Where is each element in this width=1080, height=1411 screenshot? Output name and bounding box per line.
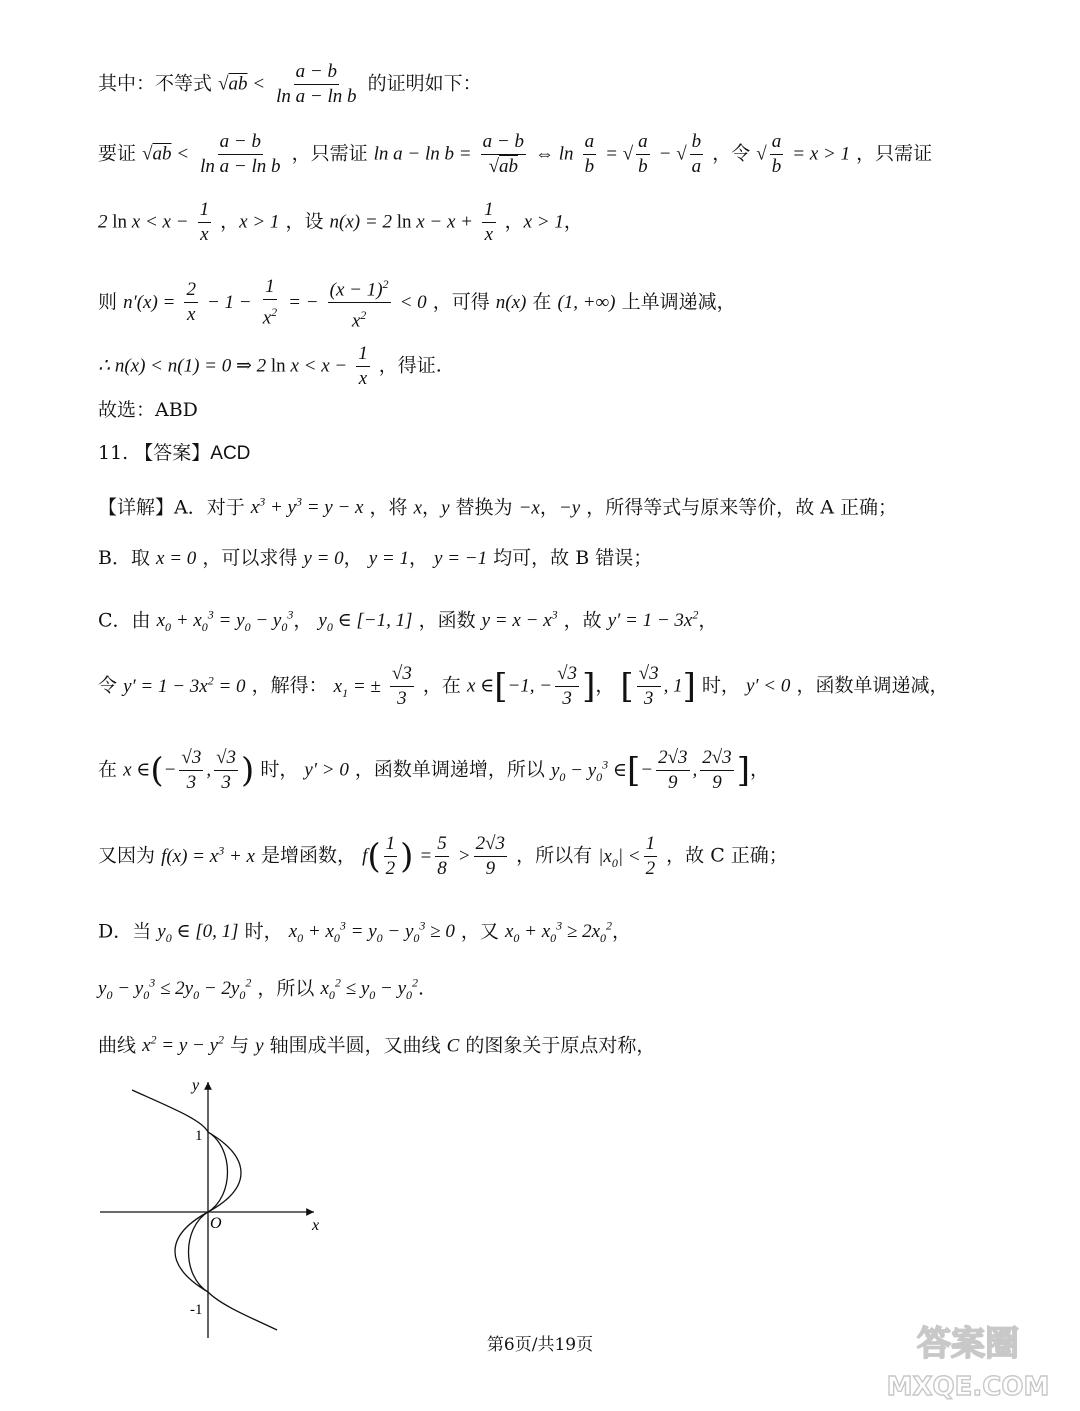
text: 是增函数， bbox=[261, 844, 357, 867]
question-number: 11. bbox=[98, 442, 129, 464]
text: 在 bbox=[532, 290, 552, 313]
watermark-top-text: 答案圈 bbox=[917, 1324, 1019, 1364]
text: 其中：不等式 bbox=[98, 72, 213, 95]
text: ，所以有 bbox=[516, 844, 593, 867]
text: ，在 bbox=[422, 674, 461, 697]
watermark-logo bbox=[878, 1313, 1058, 1403]
text: ，解得： bbox=[251, 674, 328, 697]
text: ，可得 bbox=[432, 290, 490, 313]
text-line-5: ∴ n(x) < n(1) = 0 ⇒ 2 ln x < x − $\frac{1}{x}$ ，得证. bbox=[98, 343, 442, 389]
tick-label-top: 1 bbox=[195, 1128, 203, 1144]
text-line-2: 要证 √ab < $\frac{a - b}{\text{ln a − ln b}}$ ，只需证 ln a − ln b = $\frac{a - b}{√ab}$ ⇔ ln $\frac{a}{b}$ = √ $\frac{a}{b}$ − √ $\frac{b}{a}$ ，令 √ $\frac{a}{b}$ = x > 1 ，只需证 bbox=[98, 131, 933, 177]
text: 的证明如下： bbox=[367, 72, 482, 95]
text-line-9: B．取 x = 0 ，可以求得 y = 0， y = 1， y = −1 均可，故 B 错误； bbox=[98, 547, 653, 569]
text: 要证 bbox=[98, 142, 137, 165]
answer-tag: 【答案】 bbox=[134, 442, 211, 464]
text: 故选：ABD bbox=[98, 399, 198, 421]
text: 则 bbox=[98, 290, 118, 313]
curve-c bbox=[132, 1090, 277, 1330]
y-axis-label: y bbox=[192, 1077, 200, 1094]
text: 令 bbox=[98, 674, 118, 697]
text: D．当 bbox=[98, 920, 152, 943]
watermark-bottom-text: MXQE.COM bbox=[886, 1372, 1050, 1402]
text-line-6 bbox=[98, 398, 1040, 422]
x-axis-label: x bbox=[312, 1217, 320, 1234]
origin-label: O bbox=[210, 1215, 222, 1232]
text: 时， bbox=[260, 758, 299, 781]
text: 轴围成半圆，又曲线 bbox=[269, 1034, 441, 1057]
text: 又因为 bbox=[98, 844, 156, 867]
text-line-15: $y_0 - y_0^3 \le 2y_0 - 2y_0^2$ ，所以 $x_0^2 \le y_0 - y_0^2$. bbox=[98, 976, 425, 1003]
text: 时， bbox=[244, 920, 283, 943]
text-line-1: 其中：不等式 √ab < $\frac{a - b}{\text{ln a − ln b}}$ 的证明如下： bbox=[98, 61, 482, 107]
text: ，令 bbox=[712, 142, 751, 165]
text: 在 bbox=[98, 758, 118, 781]
text: ，只需证 bbox=[291, 142, 368, 165]
text: 替换为 bbox=[455, 496, 513, 519]
text: C．由 bbox=[98, 609, 151, 632]
text: 【详解】A．对于 bbox=[98, 496, 245, 519]
text-line-3: 2 ln x < x − $\frac{1}{x}$ ，x > 1 ，设 n(x) = 2 ln x − x + $\frac{1}{x}$ ，x > 1， bbox=[98, 199, 583, 245]
text: ，得证. bbox=[378, 354, 442, 377]
text-line-12: 在 x ∈(− $\frac{√3}{3}$ , $\frac{√3}{3}$ ) 时， y′ > 0 ，函数单调递增，所以 $y_0 - y_0^3$ ∈[− $\frac{2√3}{9}$ , $\frac{2√3}{9}$ ]， bbox=[98, 747, 769, 793]
text: ，函数单调递增，所以 bbox=[354, 758, 545, 781]
text: 均可，故 B 错误； bbox=[493, 547, 653, 569]
text: ，可以求得 bbox=[202, 547, 298, 569]
text-line-14: D．当 $y_0$ ∈ [0, 1] 时， $x_0 + x_0^3 = y_0 - y_0^3 \ge 0$ ，又 $x_0 + x_0^3 \ge 2x_0^2$， bbox=[98, 919, 632, 946]
text: ，故 bbox=[563, 609, 602, 632]
text-line-4: 则 n′(x) = $\frac{2}{x}$ − 1 − $\frac{1}{x^2}$ = − $\frac{(x - 1)^2}{x^2}$ < 0 ，可得 n(x) 在 (1, +∞) 上单调递减， bbox=[98, 272, 1040, 334]
text: ，设 bbox=[285, 210, 324, 233]
answer-heading bbox=[98, 441, 1040, 466]
page-footer: 第6页/共19页 bbox=[486, 1335, 594, 1355]
text: ，只需证 bbox=[856, 142, 933, 165]
text: ，故 C 正确； bbox=[666, 844, 788, 867]
text: B．取 bbox=[98, 547, 150, 569]
text: ，函数 bbox=[418, 609, 476, 632]
text: 时， bbox=[701, 674, 740, 697]
text: ，所得等式与原来等价，故 A 正确； bbox=[586, 496, 898, 519]
text: 曲线 bbox=[98, 1034, 137, 1057]
curve-graph bbox=[92, 1068, 332, 1348]
text: ，又 bbox=[460, 920, 499, 943]
text-line-11: 令 $y' = 1 - 3x^2 = 0$ ，解得： $x_1$ = ± $\frac{√3}{3}$ ，在 x ∈[−1, − $\frac{√3}{3}$ ]， [ $\frac{√3}{3}$ , 1] 时， y′ < 0 ，函数单调递减， bbox=[98, 663, 949, 709]
text-line-16: 曲线 $x^2 = y - y^2$ 与 y 轴围成半圆，又曲线 C 的图象关于原点对称， bbox=[98, 1033, 656, 1057]
text-line-10: C．由 $x_0 + x_0^3 = y_0 - y_0^3$， $y_0$ ∈ [−1, 1] ，函数 $y = x - x^3$ ，故 $y' = 1 - 3x^2$， bbox=[98, 608, 718, 635]
text: 的图象关于原点对称， bbox=[465, 1034, 656, 1057]
text-line-8: 【详解】A．对于 $x^3 + y^3 = y - x$ ，将 x，y 替换为 −x，−y ，所得等式与原来等价，故 A 正确； bbox=[98, 495, 898, 519]
text: ，函数单调递减， bbox=[796, 674, 949, 697]
tick-label-bottom: -1 bbox=[190, 1302, 203, 1318]
text: 与 bbox=[230, 1034, 250, 1057]
text: ，将 bbox=[369, 496, 408, 519]
text-line-13: 又因为 $f(x) = x^3 + x$ 是增函数， f( $\frac{1}{2}$ ) = $\frac{5}{8}$ > $\frac{2√3}{9}$ ，所以有 $|x_0|$ < $\frac{1}{2}$ ，故 C 正确； bbox=[98, 833, 788, 879]
text: 上单调递减， bbox=[621, 290, 736, 313]
answer-value: ACD bbox=[210, 443, 251, 464]
text: ，所以 bbox=[257, 977, 315, 1000]
